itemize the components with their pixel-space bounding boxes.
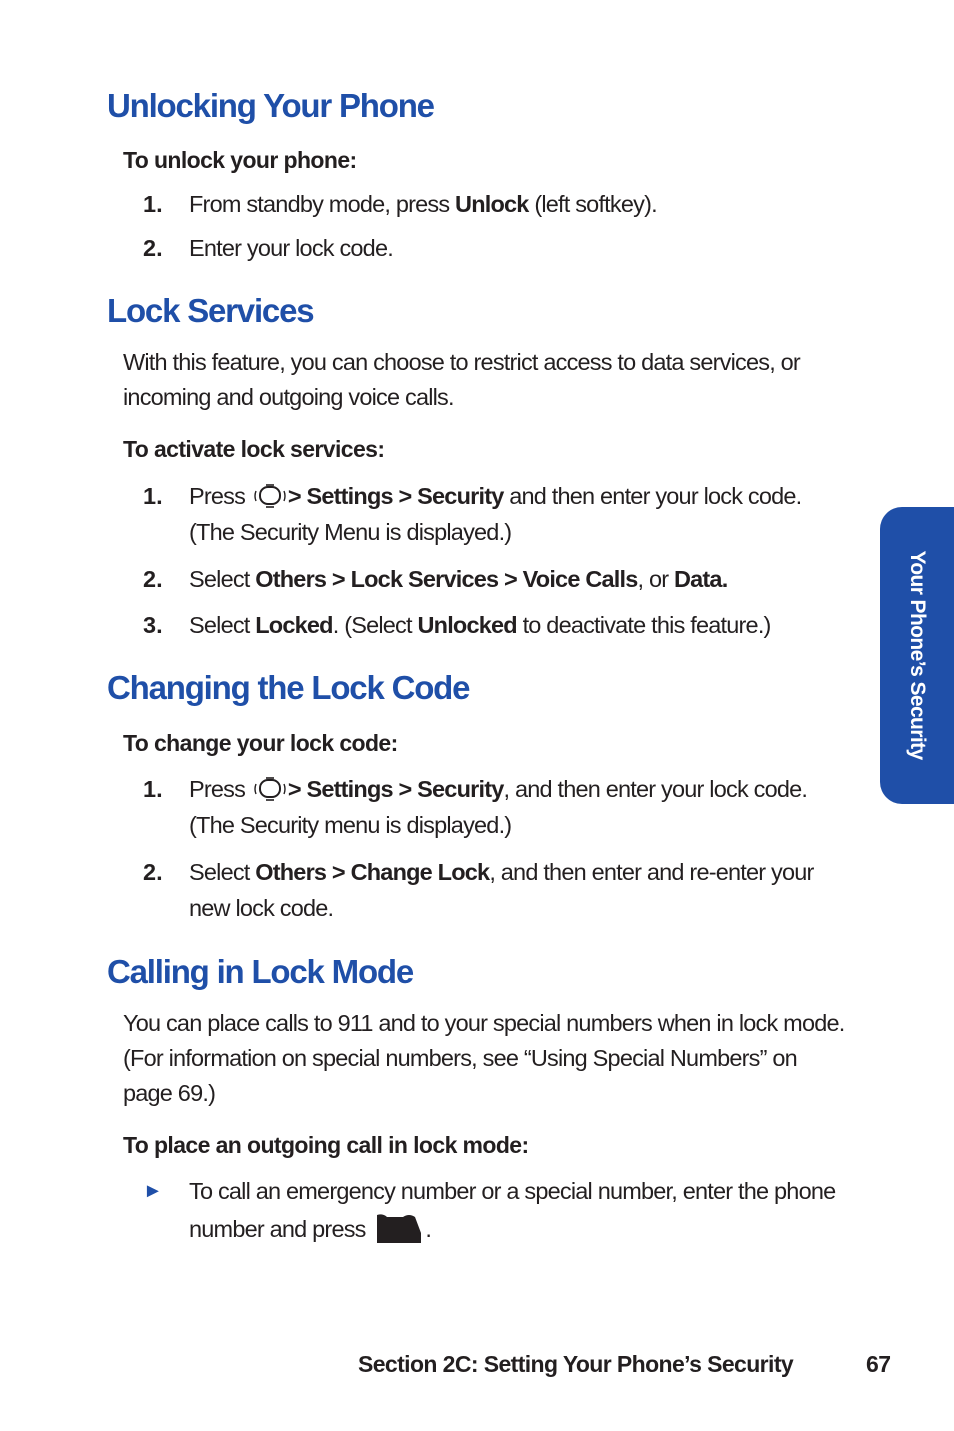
change-code-step-1: 1. Press > Settings > Security, and then enter your lock code. (The Security menu is displayed.) bbox=[143, 771, 843, 843]
heading-changing-the-lock-code: Changing the Lock Code bbox=[107, 669, 470, 706]
unlock-step-1: 1. From standby mode, press Unlock (left softkey). bbox=[143, 186, 843, 222]
heading-calling-in-lock-mode: Calling in Lock Mode bbox=[107, 953, 414, 990]
heading-lock-services: Lock Services bbox=[107, 292, 314, 329]
step-number: 3. bbox=[143, 612, 163, 638]
lock-mode-intro: You can place calls to 911 and to your special numbers when in lock mode. (For information on special numbers, see “Using Special Numbers” on page 69.) bbox=[123, 1010, 845, 1106]
step-number: 1. bbox=[143, 776, 163, 802]
change-code-step-2: 2. Select Others > Change Lock, and then enter and re-enter your new lock code. bbox=[143, 854, 843, 926]
footer-section-title: Section 2C: Setting Your Phone’s Security bbox=[358, 1351, 794, 1377]
menu-key-icon bbox=[254, 775, 286, 799]
side-tab-label: Your Phone’s Security bbox=[906, 550, 929, 760]
talk-key-icon bbox=[375, 1213, 423, 1252]
step-number: 2. bbox=[143, 566, 163, 592]
procedure-title-change: To change your lock code: bbox=[123, 730, 398, 756]
page-number: 67 bbox=[866, 1351, 891, 1377]
unlock-step-2: 2. Enter your lock code. bbox=[143, 230, 843, 266]
menu-key-icon bbox=[254, 482, 286, 506]
step-number: 1. bbox=[143, 483, 163, 509]
menu-path: Others > Lock Services > Voice Calls bbox=[255, 566, 638, 592]
triangle-right-icon: ► bbox=[143, 1180, 162, 1202]
step-number: 2. bbox=[143, 235, 163, 261]
softkey-name: Unlock bbox=[455, 191, 529, 217]
step-number: 2. bbox=[143, 859, 163, 885]
lock-services-step-1: 1. Press > Settings > Security and then enter your lock code. (The Security Menu is displayed.) bbox=[143, 478, 843, 550]
lock-services-step-2: 2. Select Others > Lock Services > Voice Calls, or Data. bbox=[143, 561, 843, 597]
section-side-tab bbox=[880, 507, 954, 804]
menu-path: Others > Change Lock bbox=[255, 859, 490, 885]
menu-path: > Settings > Security bbox=[287, 483, 504, 509]
outgoing-call-bullet: ► To call an emergency number or a special number, enter the phone number and press TALK . bbox=[143, 1173, 843, 1247]
step-number: 1. bbox=[143, 191, 163, 217]
procedure-title-outgoing-call: To place an outgoing call in lock mode: bbox=[123, 1132, 529, 1158]
heading-unlocking-your-phone: Unlocking Your Phone bbox=[107, 87, 434, 124]
procedure-title-activate: To activate lock services: bbox=[123, 436, 385, 462]
lock-services-intro: With this feature, you can choose to restrict access to data services, or incoming and outgoing voice calls. bbox=[123, 349, 800, 410]
lock-services-step-3: 3. Select Locked. (Select Unlocked to deactivate this feature.) bbox=[143, 607, 843, 643]
talk-key-label: TALK bbox=[380, 1242, 405, 1252]
menu-path: > Settings > Security bbox=[287, 776, 504, 802]
procedure-title-unlock: To unlock your phone: bbox=[123, 147, 357, 173]
